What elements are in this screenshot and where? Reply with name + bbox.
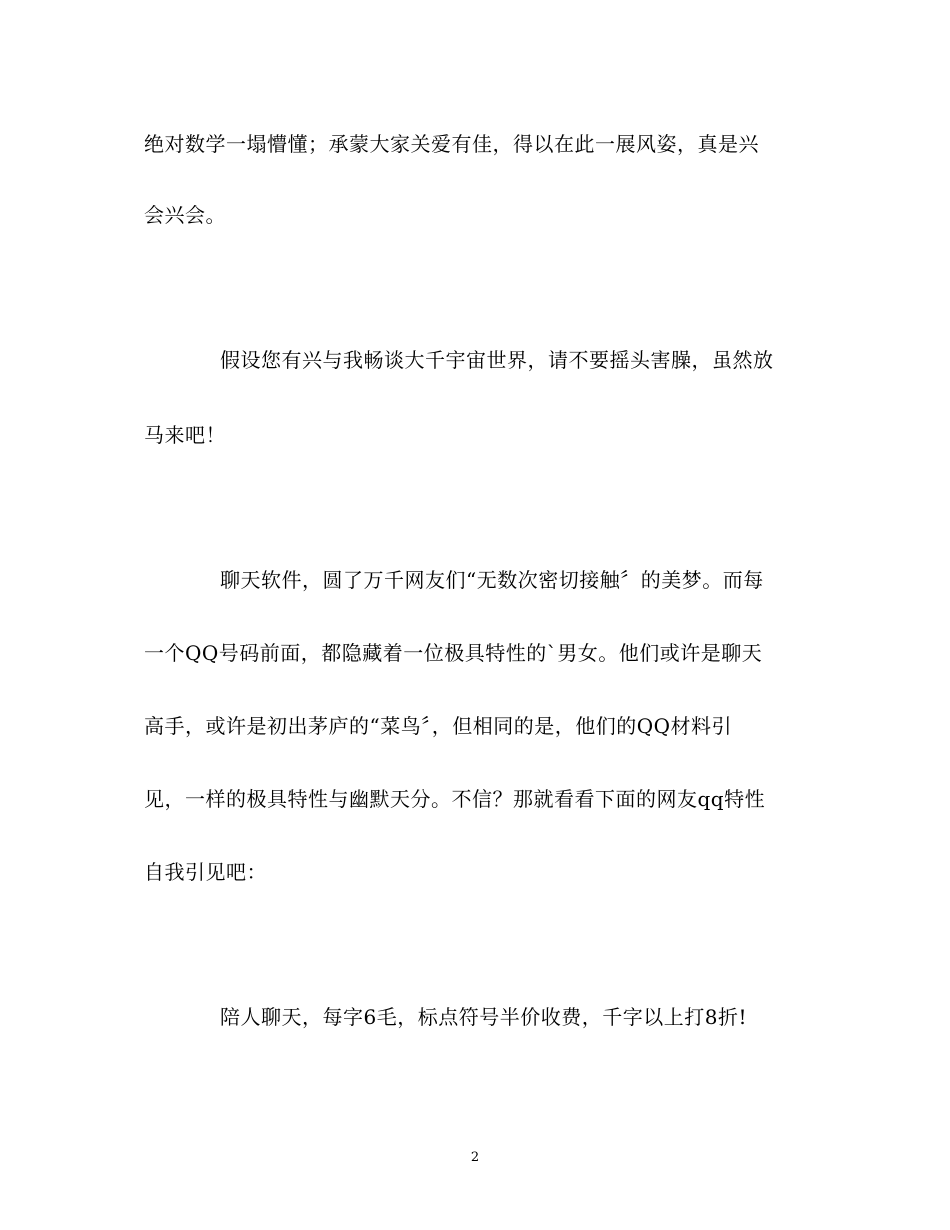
paragraph-3-line-4: 见，一样的极具特性与幽默天分。不信？那就看看下面的网友qq特性 xyxy=(144,787,766,811)
paragraph-3-line-5: 自我引见吧： xyxy=(144,860,267,884)
paragraph-1-line-2: 会兴会。 xyxy=(144,203,226,227)
paragraph-4-line-1: 陪人聊天，每字6毛，标点符号半价收费，千字以上打8折! xyxy=(220,1005,747,1029)
paragraph-3-line-2: 一个QQ号码前面，都隐藏着一位极具特性的`男女。他们或许是聊天 xyxy=(144,641,763,665)
paragraph-1-line-1: 绝对数学一塌懵懂；承蒙大家关爱有佳，得以在此一展风姿，真是兴 xyxy=(144,132,759,156)
paragraph-2-line-1: 假设您有兴与我畅谈大千宇宙世界，请不要摇头害臊，虽然放 xyxy=(220,348,774,372)
paragraph-2-line-2: 马来吧！ xyxy=(144,423,226,447)
paragraph-3-line-1: 聊天软件，圆了万千网友们“无数次密切接触〞的美梦。而每 xyxy=(220,568,764,592)
page-number: 2 xyxy=(470,1150,480,1165)
paragraph-3-line-3: 高手，或许是初出茅庐的“菜鸟〞，但相同的是，他们的QQ材料引 xyxy=(144,714,733,738)
